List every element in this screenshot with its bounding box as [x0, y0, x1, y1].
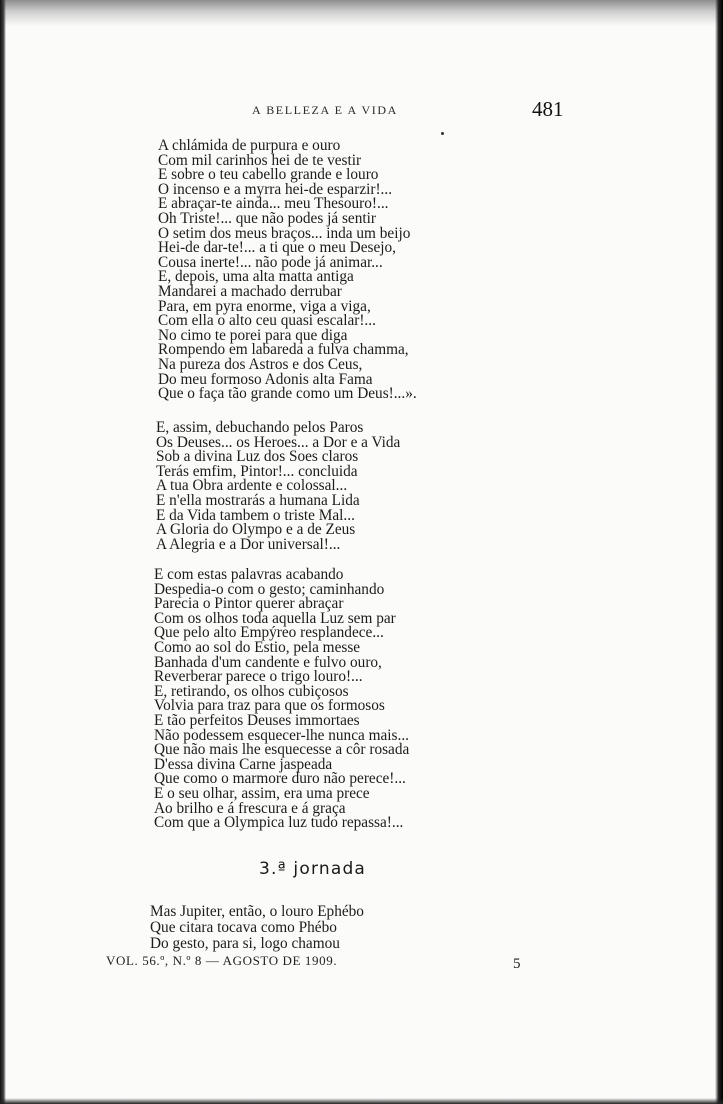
verse-line: Na pureza dos Astros e dos Ceus,	[158, 355, 363, 373]
scan-edge-top	[0, 0, 723, 26]
verse-line: Para, em pyra enorme, viga a viga,	[158, 297, 371, 315]
verse-line: Mandarei a machado derrubar	[158, 282, 342, 300]
verse-line: Banhada d'um candente e fulvo ouro,	[154, 653, 382, 671]
verse-line: Como ao sol do Estio, pela messe	[154, 638, 361, 656]
verse-line: Que não mais lhe esquecesse a côr rosada	[154, 741, 410, 759]
verse-line: E sobre o teu cabello grande e louro	[158, 166, 379, 184]
verse-line: Do meu formoso Adonis alta Fama	[158, 370, 373, 388]
verse-line: Que citara tocava como Phébo	[150, 919, 337, 936]
verse-line: E n'ella mostrarás a humana Lida	[156, 491, 360, 509]
verse-line: Não podessem esquecer-lhe nunca mais...	[154, 726, 409, 744]
verse-line: A Gloria do Olympo e a de Zeus	[156, 521, 356, 539]
verse-line: No cimo te porei para que diga	[158, 326, 348, 344]
ink-speck	[441, 132, 444, 135]
verse-line: Parecia o Pintor querer abraçar	[154, 595, 344, 613]
running-title: A BELLEZA E A VIDA	[252, 103, 398, 117]
scan-edge-bottom	[0, 1098, 723, 1104]
verse-line: E o seu olhar, assim, era uma prece	[154, 784, 370, 802]
scan-edge-right	[715, 0, 723, 1104]
verse-line: E da Vida tambem o triste Mal...	[156, 506, 355, 524]
stanza-2	[156, 421, 400, 552]
verse-line: D'essa divina Carne jaspeada	[154, 755, 333, 773]
section-heading: 3.ª jornada	[259, 859, 367, 879]
verse-line: A Alegria e a Dor universal!...	[156, 535, 341, 553]
verse-line: Com os olhos toda aquella Luz sem par	[154, 609, 396, 627]
scan-edge-left	[0, 0, 6, 1104]
verse-line: Reverberar parece o trigo louro!...	[154, 668, 363, 686]
verse-line: E, retirando, os olhos cubiçosos	[154, 682, 349, 700]
verse-line: Hei-de dar-te!... a ti que o meu Desejo,	[158, 239, 396, 257]
verse-line: E abraçar-te ainda... meu Thesouro!...	[158, 195, 389, 213]
signature-mark: 5	[513, 956, 521, 972]
stanza-3	[154, 568, 409, 831]
verse-line: A tua Obra ardente e colossal...	[156, 477, 348, 495]
verse-line: Que pelo alto Empýreo resplandece...	[154, 624, 384, 642]
verse-line: Cousa inerte!... não pode já animar...	[158, 253, 383, 271]
verse-line: Do gesto, para si, logo chamou	[150, 935, 340, 952]
verse-line: Com ella o alto ceu quasi escalar!...	[158, 312, 376, 330]
verse-line: Oh Triste!... que não podes já sentir	[158, 209, 376, 227]
verse-line: Mas Jupiter, então, o louro Ephébo	[150, 903, 364, 920]
stanza-4	[150, 904, 364, 952]
verse-line: Que como o marmore duro não perece!...	[154, 770, 406, 788]
verse-line: Terás emfim, Pintor!... concluida	[156, 462, 358, 480]
verse-line: Volvia para traz para que os formosos	[154, 697, 385, 715]
verse-line: Que o faça tão grande como um Deus!...».	[158, 385, 417, 403]
verse-line: Sob a divina Luz dos Soes claros	[156, 448, 359, 466]
verse-line: E tão perfeitos Deuses immortaes	[154, 711, 360, 729]
verse-line: A chlámida de purpura e ouro	[158, 137, 341, 154]
verse-line: E com estas palavras acabando	[154, 566, 344, 583]
verse-line: Os Deuses... os Heroes... a Dor e a Vida	[156, 433, 401, 451]
stanza-1	[158, 139, 417, 402]
volume-footer: VOL. 56.º, N.º 8 — AGOSTO DE 1909.	[106, 953, 338, 968]
verse-line: Ao brilho e á frescura e á graça	[154, 799, 346, 817]
verse-line: O setim dos meus braços... inda um beijo	[158, 224, 411, 242]
verse-line: Despedia-o com o gesto; caminhando	[154, 580, 385, 598]
verse-line: Com que a Olympica luz tudo repassa!...	[154, 814, 404, 832]
verse-line: E, assim, debuchando pelos Paros	[156, 419, 364, 436]
verse-line: Com mil carinhos hei de te vestir	[158, 151, 362, 169]
verse-line: O incenso e a myrra hei-de esparzir!...	[158, 180, 393, 198]
verse-line: E, depois, uma alta matta antiga	[158, 268, 354, 286]
page-number: 481	[532, 97, 564, 121]
verse-line: Rompendo em labareda a fulva chamma,	[158, 341, 409, 359]
